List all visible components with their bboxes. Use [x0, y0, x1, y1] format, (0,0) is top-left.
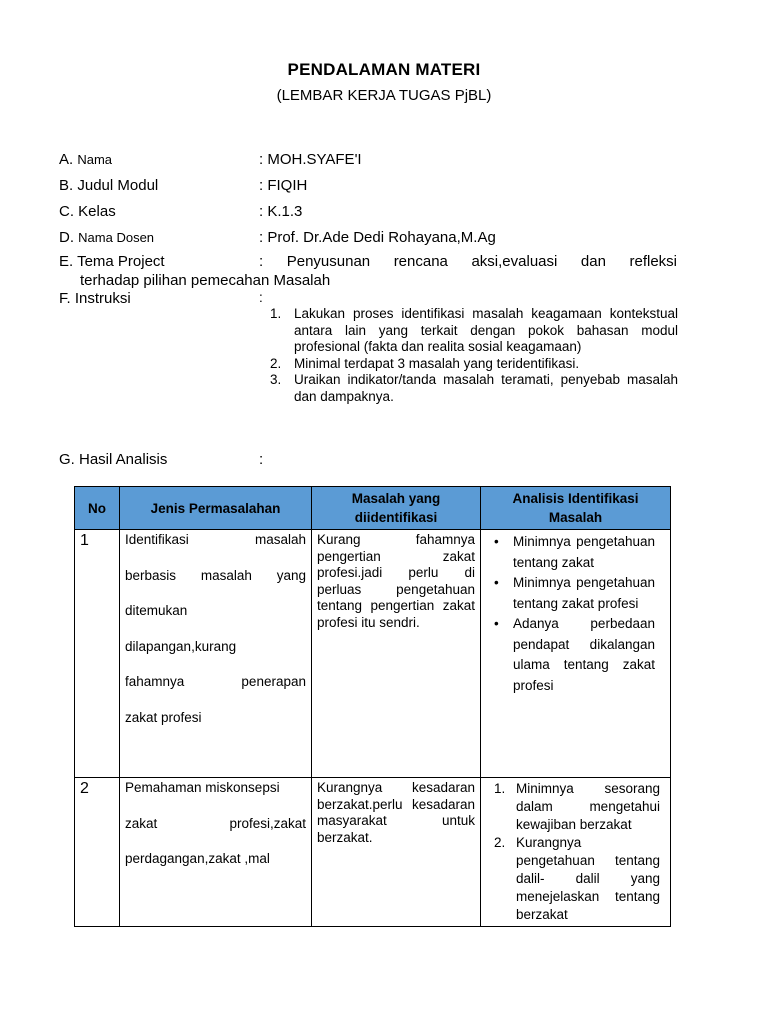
table-row: [75, 530, 671, 778]
field-value: : K.1.3: [259, 203, 303, 220]
cell-masalah: Kurangnya kesadaran berzakat.perlu kesadaran masyarakat untuk berzakat.: [312, 778, 481, 927]
page-subtitle: (LEMBAR KERJA TUGAS PjBL): [276, 87, 492, 104]
cell-no: 2: [75, 778, 120, 927]
page-title: PENDALAMAN MATERI: [287, 60, 481, 79]
field-label: Nama: [77, 152, 113, 167]
cell-analisis: [481, 530, 671, 778]
list-item: 2. Kurangnya pengetahuan tentang dalil- dalil yang menejelaskan tentang berzakat: [494, 835, 660, 922]
cell-jenis: Identifikasi masalah berbasis masalah yang ditemukan dilapangan,kurang fahamnya penerapan zakat profesi: [120, 530, 312, 778]
column-header: Jenis Permasalahan: [120, 487, 312, 530]
cell-analisis: [481, 778, 671, 927]
field-label: Nama Dosen: [78, 230, 155, 245]
field-label: G. Hasil Analisis: [59, 451, 168, 468]
field-value-continuation: terhadap pilihan pemecahan Masalah: [80, 272, 331, 289]
field-value: : Prof. Dr.Ade Dedi Rohayana,M.Ag: [259, 229, 496, 246]
instruksi-list: [270, 306, 678, 405]
column-header: Masalah yang diidentifikasi: [312, 487, 481, 530]
field-label: Kelas: [78, 203, 116, 220]
list-item: • Minimnya pengetahuan tentang zakat: [494, 534, 655, 570]
cell-masalah: Kurang fahamnya pengertian zakat profesi.jadi perlu di perluas pengetahuan tentang pengertian zakat profesi itu sendri.: [312, 530, 481, 778]
column-header: Analisis Identifikasi Masalah: [481, 487, 671, 530]
list-item: • Minimnya pengetahuan tentang zakat profesi: [494, 575, 655, 611]
field-value: : MOH.SYAFE'I: [259, 151, 362, 168]
analysis-table: [74, 486, 671, 927]
list-item: 1. Lakukan proses identifikasi masalah keagamaan kontekstual antara lain yang terkait dengan pokok bahasan modul profesional (fakta dan realita sosial keagamaan): [270, 306, 678, 354]
field-value: : Penyusunan rencana aksi,evaluasi dan refleksi: [259, 253, 677, 270]
list-item: 2. Minimal terdapat 3 masalah yang teridentifikasi.: [270, 355, 580, 371]
list-item: 3. Uraikan indikator/tanda masalah teramati, penyebab masalah dan dampaknya.: [270, 372, 678, 404]
list-item: 1. Minimnya sesorang dalam mengetahui kewajiban berzakat: [494, 781, 660, 832]
field-label: E. Tema Project: [59, 253, 165, 270]
field-label: F. Instruksi: [59, 290, 131, 307]
list-item: • Adanya perbedaan pendapat dikalangan ulama tentang zakat profesi: [494, 616, 655, 693]
field-label: Judul Modul: [77, 177, 159, 194]
cell-jenis: Pemahaman miskonsepsi zakat profesi,zakat perdagangan,zakat ,mal: [120, 778, 312, 927]
table-row: [75, 778, 671, 927]
cell-no: 1: [75, 530, 120, 778]
column-header: No: [75, 487, 120, 530]
field-value: : FIQIH: [259, 177, 308, 194]
